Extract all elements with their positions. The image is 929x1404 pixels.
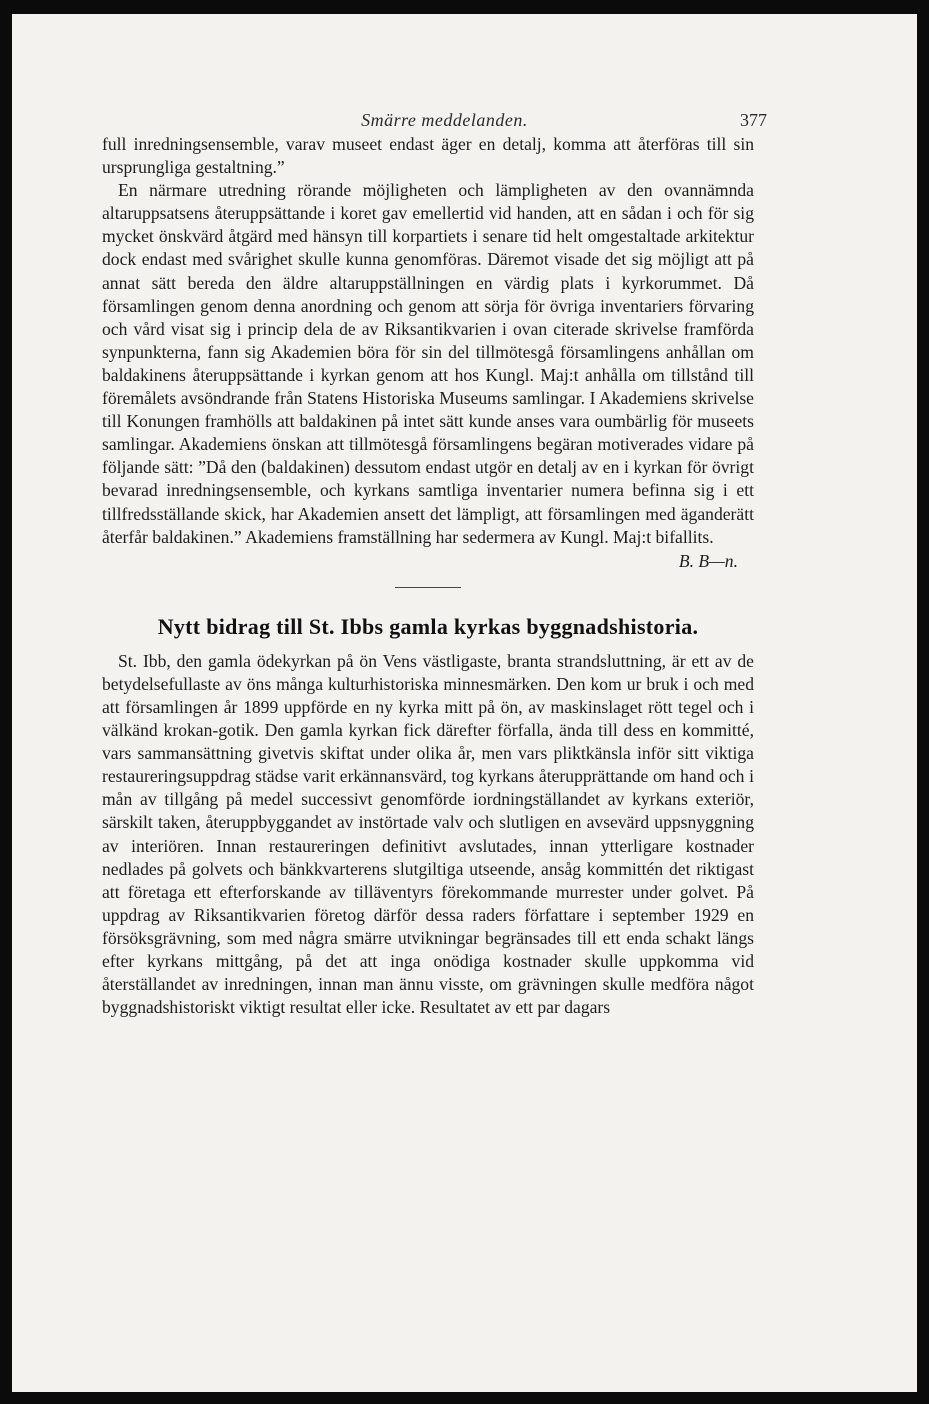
section-divider — [395, 587, 461, 588]
page-body — [102, 133, 754, 1019]
running-head: Smärre meddelanden. — [361, 110, 528, 130]
paragraph-baldakin: En närmare utredning rörande möjligheten och lämpligheten av den ovannämnda altaruppsatsens återuppsättande i koret gav emellertid vid handen, att en sådan i och för sig mycket önskvärd åtgärd med hänsyn till korpartiets i senare tid helt omgestaltade arkitektur dock endast med svårighet skulle kunna genomföras. Däremot visade det sig möjligt att på annat sätt bereda den äldre altaruppställningen en värdig plats i kyrkorummet. Då församlingen genom denna anordning och genom att sörja för övriga inventariers förvaring och vård visat sig i princip dela de av Riksantikvarien i ovan citerade skrivelse framförda synpunkterna, fann sig Akademien böra för sin del tillmötesgå församlingens anhållan om baldakinens återuppsättande i kyrkan genom att hos Kungl. Maj:t anhålla om tillstånd till föremålets avsöndrande från Statens Historiska Museums samlingar. I Akademiens skrivelse till Konungen framhölls att baldakinen på intet sätt kunde anses vara oumbärlig för museets samlingar. Akademiens önskan att tillmötesgå församlingens begäran motiverades vidare på följande sätt: ”Då den (baldakinen) dessutom endast utgör en detalj av en i kyrkan för övrigt bevarad inredningsensemble, och kyrkans samtliga inventarier numera befinna sig i ett tillfredsställande skick, har Akademien ansett det lämpligt, att församlingen med äganderätt återfår baldakinen.” Akademiens framställning har sedermera av Kungl. Maj:t bifallits. — [102, 180, 754, 547]
paragraph-st-ibb: St. Ibb, den gamla ödekyrkan på ön Vens västligaste, branta strandsluttning, är ett av de betydelsefullaste av öns många kulturhistoriska minnesmärken. Den kom ur bruk i och med att församlingen år 1899 uppförde en ny kyrka mitt på ön, av maskinslaget rött tegel och i välkänd krokan-gotik. Den gamla kyrkan fick därefter förfalla, ända till dess en kommitté, vars sammansättning givetvis skiftat under olika år, men vars pliktkänsla inför sitt viktiga restaureringsuppdrag städse varit erkännansvärd, tog kyrkans återupprättande om hand och i mån av tillgång på medel successivt genomförde iordningställandet av kyrkans exteriör, särskilt taken, återuppbyggandet av instörtade valv och slutligen en avsevärd uppsnyggning av interiören. Innan restaureringen definitivt avslutades, innan ytterligare kostnader nedlades på golvets och bänkkvarterens slutgiltiga utseende, ansåg kommittén det riktigast att företaga ett efterforskande av tilläventyrs förekommande murrester under golvet. På uppdrag av Riksantikvarien företog därför dessa raders författare i september 1929 en försöksgrävning, som med några smärre utvikningar begränsades till ett enda schakt längs efter kyrkans mittgång, på det att inga onödiga kostnader skulle uppkomma vid återställandet av inredningen, innan man ännu visste, om grävningen skulle medföra något byggnadshistoriskt viktigt resultat eller icke. Resultatet av ett par dagars — [102, 650, 754, 1018]
article-title: Nytt bidrag till St. Ibbs gamla kyrkas byggnadshistoria. — [157, 613, 699, 639]
paragraph-continuation: full inredningsensemble, varav museet endast äger en detalj, komma att återföras till sin ursprungliga gestaltning.” — [102, 134, 754, 178]
page-number: 377 — [740, 110, 767, 130]
author-signature: B. B—n. — [678, 550, 738, 571]
